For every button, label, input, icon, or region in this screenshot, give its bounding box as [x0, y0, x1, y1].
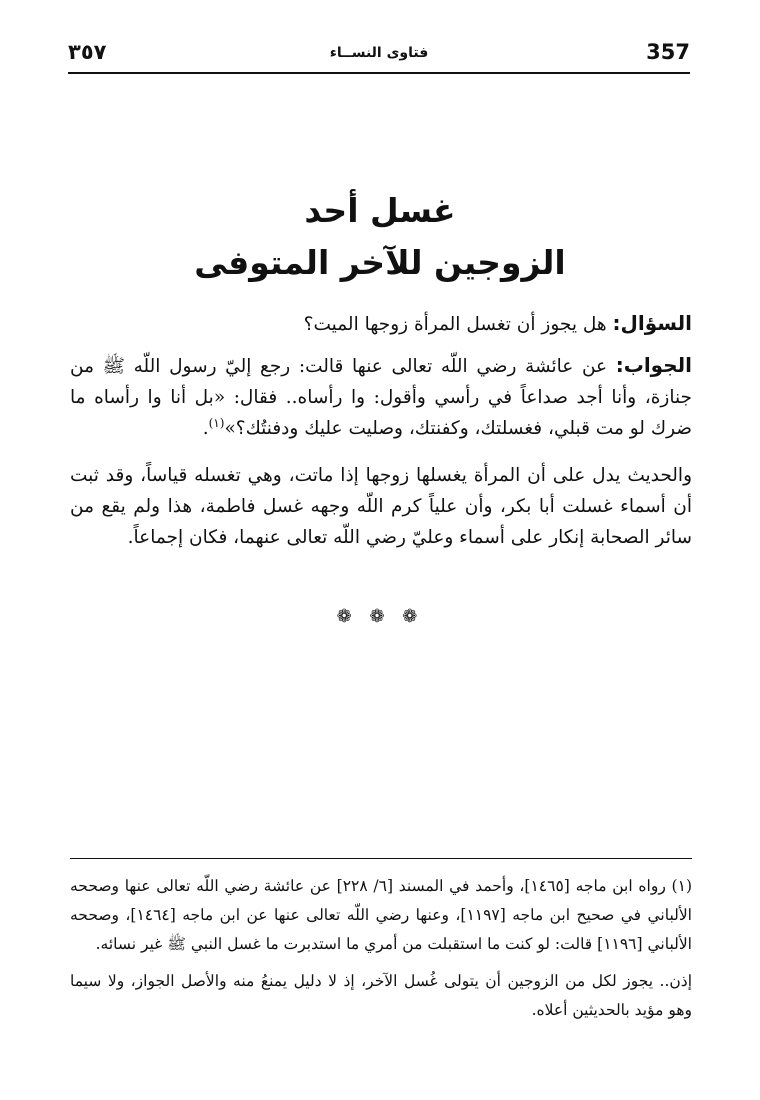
page-number-arabic: ٣٥٧ — [68, 40, 107, 64]
section-ornament: ❁ ❁ ❁ — [336, 606, 424, 627]
footnotes-section — [70, 872, 692, 1033]
page-number-latin: 357 — [646, 40, 690, 64]
page-header — [68, 40, 690, 70]
commentary-paragraph — [70, 460, 692, 553]
answer-paragraph — [70, 350, 692, 444]
footnote-rule — [70, 858, 692, 859]
answer-label: الجواب: — [615, 353, 692, 377]
running-title: فتاوى النســاء — [329, 45, 429, 61]
chapter-title — [70, 185, 690, 289]
footnote-2: إذن.. يجوز لكل من الزوجين أن يتولى غُسل الآخر، إذ لا دليل يمنعُ منه والأصل الجواز، ولا سيما وهو مؤيد بالحديثين أعلاه. — [70, 972, 692, 1019]
header-rule — [68, 72, 690, 74]
footnote-1: (١) رواه ابن ماجه [١٤٦٥]، وأحمد في المسند [٦/ ٢٢٨] عن عائشة رضي اللّه تعالى عنها وصححه الألباني في صحيح ابن ماجه [١١٩٧]، وعنها رضي اللّه تعالى عنها عن ابن ماجه [١٤٦٤]، وصححه الألباني [١١٩٦] قالت: لو كنت ما استقبلت من أمري ما استدبرت ما غسل النبي ﷺ غير نسائه. — [70, 877, 692, 953]
question-label: السؤال: — [612, 311, 692, 335]
question-text: هل يجوز أن تغسل المرأة زوجها الميت؟ — [303, 314, 613, 335]
footnote-reference[interactable]: (١) — [208, 415, 225, 430]
answer-text: عن عائشة رضي اللّه تعالى عنها قالت: رجع إليّ رسول اللّه ﷺ من جنازة، وأنا أجد صداعاً في رأسي وأقول: وا رأساه.. فقال: «بل أنا وا رأساه ما ضرك لو مت قبلي، فغسلتك، وكفنتك، وصليت عليك ودفنتُك؟» — [70, 356, 692, 439]
answer-end: . — [202, 418, 209, 439]
title-line-1: غسل أحد — [304, 191, 456, 230]
question-paragraph — [70, 308, 692, 340]
commentary-text: والحديث يدل على أن المرأة يغسلها زوجها إذا ماتت، وهي تغسله قياساً، وقد ثبت أن أسماء غسلت أبا بكر، وأن علياً كرم اللّه وجهه غسل فاطمة، هذا ولم يقع من سائر الصحابة إنكار على أسماء وعليّ رضي اللّه تعالى عنهما، فكان إجماعاً. — [70, 465, 692, 548]
title-line-2: الزوجين للآخر المتوفى — [194, 243, 566, 282]
